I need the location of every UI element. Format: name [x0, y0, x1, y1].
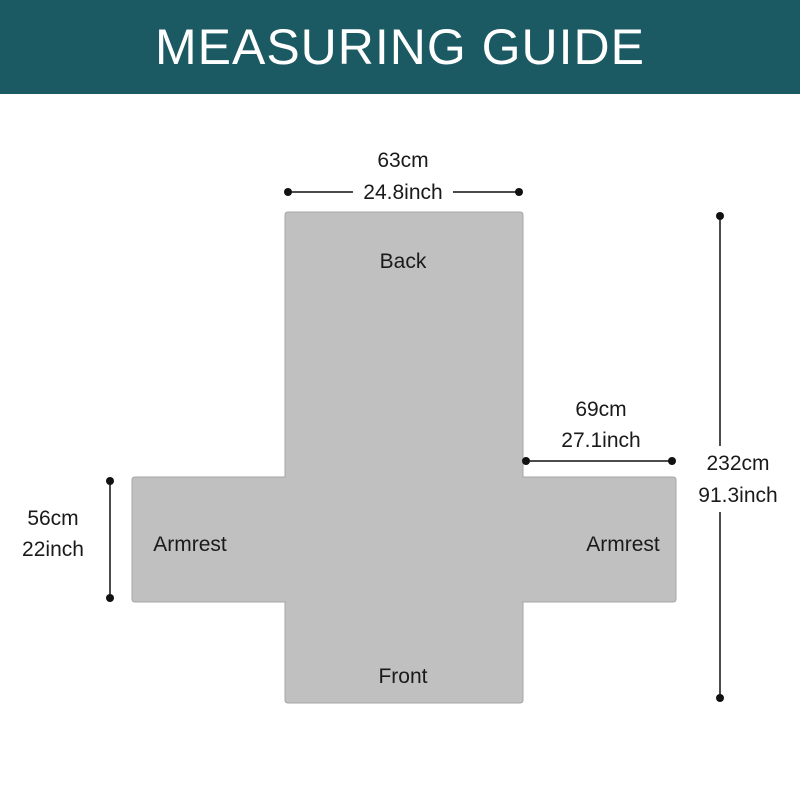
armrest-height-endpoint-bottom [106, 594, 114, 602]
armrest-height-inch-label: 22inch [22, 538, 84, 561]
back-label: Back [379, 250, 427, 273]
armrest-length-endpoint-left [522, 457, 530, 465]
total-length-inch-label: 91.3inch [698, 484, 778, 507]
armrest-right-label: Armrest [586, 533, 660, 556]
armrest-length-inch-label: 27.1inch [561, 429, 641, 452]
front-label: Front [378, 665, 428, 688]
width-dimension-endpoint-right [515, 188, 523, 196]
armrest-length-endpoint-right [668, 457, 676, 465]
page-title: MEASURING GUIDE [154, 19, 646, 75]
total-length-endpoint-top [716, 212, 724, 220]
width-dimension-endpoint-left [284, 188, 292, 196]
cover-shape [132, 212, 676, 703]
armrest-length-dimension [522, 398, 676, 465]
width-inch-label: 24.8inch [363, 181, 443, 204]
total-length-cm-label: 232cm [706, 452, 770, 475]
armrest-height-dimension [22, 477, 114, 602]
armrest-left-label: Armrest [153, 533, 227, 556]
width-cm-label: 63cm [377, 149, 429, 172]
total-length-endpoint-bottom [716, 694, 724, 702]
width-dimension [284, 149, 523, 204]
total-length-dimension [698, 212, 777, 702]
armrest-height-endpoint-top [106, 477, 114, 485]
armrest-length-cm-label: 69cm [575, 398, 627, 421]
armrest-height-cm-label: 56cm [27, 507, 79, 530]
